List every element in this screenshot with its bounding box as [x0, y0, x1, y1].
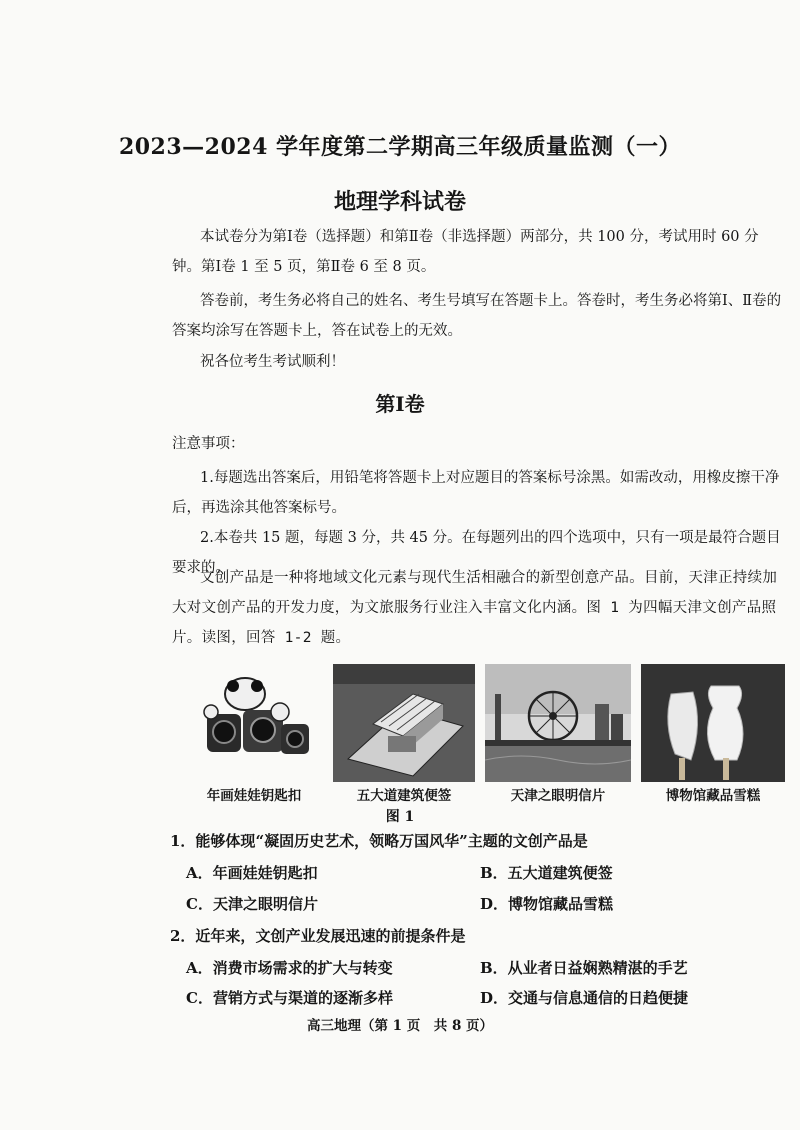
caption-1: 年画娃娃钥匙扣 — [206, 788, 302, 804]
photo-museum-ice-cream — [641, 664, 785, 782]
note-2: 2.本卷共 15 题，每题 3 分，共 45 分。在每题列出的四个选项中，只有一项是最符合题目要求的。 — [172, 530, 781, 576]
caption-3: 天津之眼明信片 — [510, 788, 606, 804]
question-1-stem: 1．能够体现“凝固历史艺术，领略万国风华”主题的文创产品是 — [170, 832, 588, 850]
notes-heading: 注意事项： — [172, 436, 245, 452]
q2-option-c[interactable]: C．营销方式与渠道的逐渐多样 — [186, 989, 393, 1007]
q2-option-a[interactable]: A．消费市场需求的扩大与转变 — [186, 959, 393, 977]
photo-architecture-notes — [333, 664, 475, 782]
question-2-stem: 2．近年来，文创产业发展迅速的前提条件是 — [170, 927, 466, 945]
caption-4: 博物馆藏品雪糕 — [665, 788, 761, 804]
figure-captions — [185, 784, 785, 806]
good-luck-line: 祝各位考生考试顺利！ — [200, 354, 345, 370]
caption-2: 五大道建筑便签 — [356, 788, 452, 804]
q1-option-a[interactable]: A．年画娃娃钥匙扣 — [186, 864, 318, 882]
q1-option-c[interactable]: C．天津之眼明信片 — [186, 895, 318, 913]
q1-option-b[interactable]: B．五大道建筑便签 — [480, 864, 613, 882]
section-title: 第Ⅰ卷 — [375, 392, 425, 416]
q2-option-d[interactable]: D．交通与信息通信的日趋便捷 — [480, 989, 689, 1007]
instruction-paragraph-2: 答卷前，考生务必将自己的姓名、考生号填写在答题卡上。答卷时，考生务必将第Ⅰ、Ⅱ卷的答案均涂写在答题卡上，答在试卷上的无效。 — [172, 293, 782, 339]
figure-1 — [185, 664, 785, 782]
q1-option-d[interactable]: D．博物馆藏品雪糕 — [480, 895, 614, 913]
instruction-paragraph-1: 本试卷分为第Ⅰ卷（选择题）和第Ⅱ卷（非选择题）两部分，共 100 分，考试用时 60 分钟。第Ⅰ卷 1 至 5 页，第Ⅱ卷 6 至 8 页。 — [172, 229, 759, 275]
exam-title: 2023—2024 学年度第二学期高三年级质量监测（一） — [118, 134, 682, 160]
q2-option-b[interactable]: B．从业者日益娴熟精湛的手艺 — [480, 959, 688, 977]
figure-label: 图 1 — [385, 809, 415, 825]
page-footer: 高三地理（第 1 页 共 8 页） — [306, 1018, 494, 1034]
note-1: 1.每题选出答案后，用铅笔将答题卡上对应题目的答案标号涂黑。如需改动，用橡皮擦干净后，再选涂其他答案标号。 — [172, 470, 780, 516]
question-intro: 文创产品是一种将地域文化元素与现代生活相融合的新型创意产品。目前，天津正持续加大对文创产品的开发力度，为文旅服务行业注入丰富文化内涵。图 1 为四幅天津文创产品照片。读图，回答 1-2 题。 — [172, 570, 778, 646]
photo-keychain — [185, 664, 323, 782]
exam-subtitle: 地理学科试卷 — [333, 189, 466, 215]
photo-tianjin-eye-postcard — [485, 664, 631, 782]
